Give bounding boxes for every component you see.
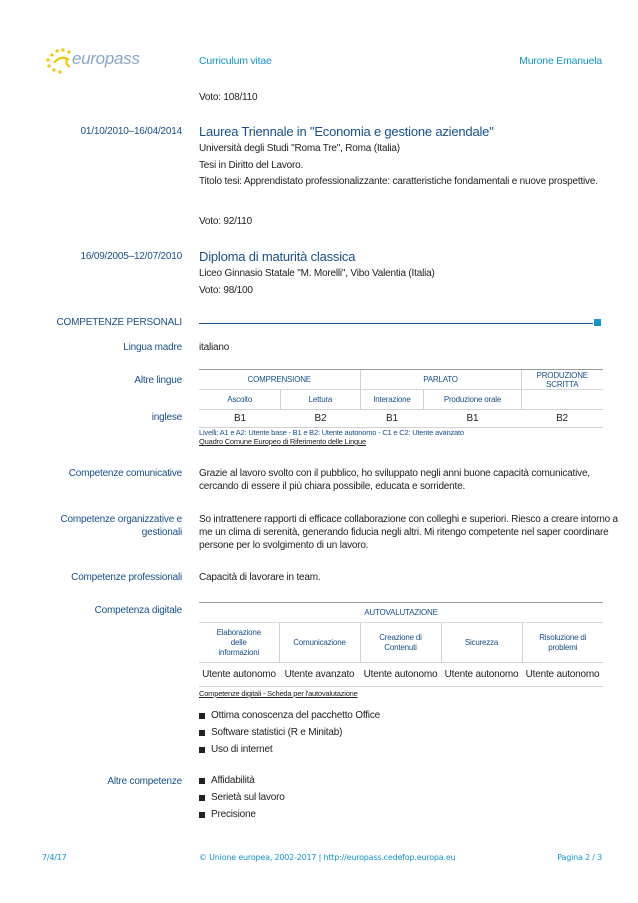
digital-link[interactable]: Competenze digitali - Scheda per l'autovalutazione: [199, 689, 358, 698]
list-item: Software statistici (R e Minitab): [199, 724, 380, 741]
footer-page: Pagina 2 / 3: [557, 853, 602, 862]
section-title: COMPETENZE PERSONALI: [56, 317, 182, 328]
digital-label: Competenza digitale: [94, 605, 182, 616]
edu2-title: Diploma di maturità classica: [199, 249, 356, 264]
list-item: Affidabilità: [199, 772, 285, 789]
level-interazione: B1: [360, 410, 424, 428]
level-lettura: B2: [281, 410, 360, 428]
footer-date: 7/4/17: [42, 853, 67, 862]
digital-head-sicurezza: Sicurezza: [441, 623, 522, 663]
subhead-lettura: Lettura: [281, 390, 360, 410]
list-item: Serietà sul lavoro: [199, 789, 285, 806]
group-parlato: PARLATO: [360, 370, 521, 390]
edu1-thesis-title: Titolo tesi: Apprendistato professionalizzante: caratteristiche fondamentali e nuove prospettive.: [199, 176, 598, 187]
other-bullets: [199, 772, 285, 823]
digital-head-risoluzione: Risoluzione di problemi: [522, 623, 603, 663]
group-scritta: PRODUZIONE SCRITTA: [521, 370, 603, 390]
digital-head-elaborazione: Elaborazione delle informazioni: [216, 627, 261, 657]
europass-logo-text: europass: [72, 49, 140, 68]
digital-table: [199, 602, 603, 687]
doc-title: Curriculum vitae: [199, 55, 272, 67]
subhead-interazione: Interazione: [360, 390, 424, 410]
levels-note: Livelli: A1 e A2: Utente base - B1 e B2: Utente autonomo - C1 e C2: Utente avanzato: [199, 428, 464, 437]
language-table: [199, 369, 603, 428]
footer-copyright[interactable]: © Unione europea, 2002-2017 | http://europass.cedefop.europa.eu: [199, 853, 456, 862]
edu2-dates: 16/09/2005–12/07/2010: [80, 251, 182, 262]
org-text-line2: me un clima di serenità, generando fiducia negli altri. Mi ritengo competente nel saper coordinare: [199, 527, 609, 538]
levels-link[interactable]: Quadro Comune Europeo di Riferimento delle Lingue: [199, 437, 366, 446]
other-languages-label: Altre lingue: [134, 375, 182, 386]
org-label-line1: Competenze organizzative e: [60, 514, 182, 525]
comm-label: Competenze comunicative: [68, 468, 182, 479]
digital-head-creazione: Creazione di Contenuti: [360, 623, 441, 663]
edu2-institution: Liceo Ginnasio Statale "M. Morelli", Vibo Valentia (Italia): [199, 268, 435, 279]
digital-bullets: [199, 707, 380, 758]
digital-head-comunicazione: Comunicazione: [279, 623, 360, 663]
level-scritta: B2: [521, 410, 603, 428]
prof-label: Competenze professionali: [71, 572, 182, 583]
level-produzione-orale: B1: [424, 410, 521, 428]
comm-text-line1: Grazie al lavoro svolto con il pubblico, ho sviluppato negli anni buone capacità comunicative,: [199, 468, 590, 479]
list-item: Precisione: [199, 806, 285, 823]
person-name: Murone Emanuela: [519, 55, 602, 67]
mother-tongue-value: italiano: [199, 342, 230, 353]
digital-value-sicurezza: Utente autonomo: [441, 663, 522, 687]
digital-value-creazione: Utente autonomo: [360, 663, 441, 687]
level-ascolto: B1: [199, 410, 281, 428]
section-marker: [594, 319, 601, 326]
top-grade: Voto: 108/110: [199, 92, 258, 103]
digital-value-elaborazione: Utente autonomo: [199, 663, 279, 687]
org-text-line3: persone per lo svolgimento di un lavoro.: [199, 540, 369, 551]
edu1-dates: 01/10/2010–16/04/2014: [80, 126, 182, 137]
edu1-thesis: Tesi in Diritto del Lavoro.: [199, 160, 304, 171]
other-skills-label: Altre competenze: [107, 776, 182, 787]
group-comprensione: COMPRENSIONE: [199, 370, 360, 390]
digital-group: AUTOVALUTAZIONE: [199, 603, 603, 623]
edu2-grade: Voto: 98/100: [199, 285, 253, 296]
subhead-ascolto: Ascolto: [227, 395, 253, 404]
list-item: Uso di internet: [199, 741, 380, 758]
list-item: Ottima conoscenza del pacchetto Office: [199, 707, 380, 724]
digital-value-comunicazione: Utente avanzato: [279, 663, 360, 687]
comm-text-line2: cercando di essere il più chiara possibile, educata e sorridente.: [199, 481, 466, 492]
org-label-line2: gestionali: [141, 527, 182, 538]
digital-value-risoluzione: Utente autonomo: [522, 663, 603, 687]
prof-text: Capacità di lavorare in team.: [199, 572, 321, 583]
edu1-institution: Università degli Studi "Roma Tre", Roma (Italia): [199, 143, 400, 154]
edu1-grade: Voto: 92/110: [199, 216, 253, 227]
language-name: inglese: [151, 412, 182, 423]
section-divider: [199, 323, 593, 324]
org-text-line1: So intrattenere rapporti di efficace collaborazione con colleghi e superiori. Riesco a creare intorno a: [199, 514, 618, 525]
edu1-title: Laurea Triennale in "Economia e gestione aziendale": [199, 124, 494, 139]
subhead-produzione-orale: Produzione orale: [424, 390, 521, 410]
mother-tongue-label: Lingua madre: [123, 342, 182, 353]
